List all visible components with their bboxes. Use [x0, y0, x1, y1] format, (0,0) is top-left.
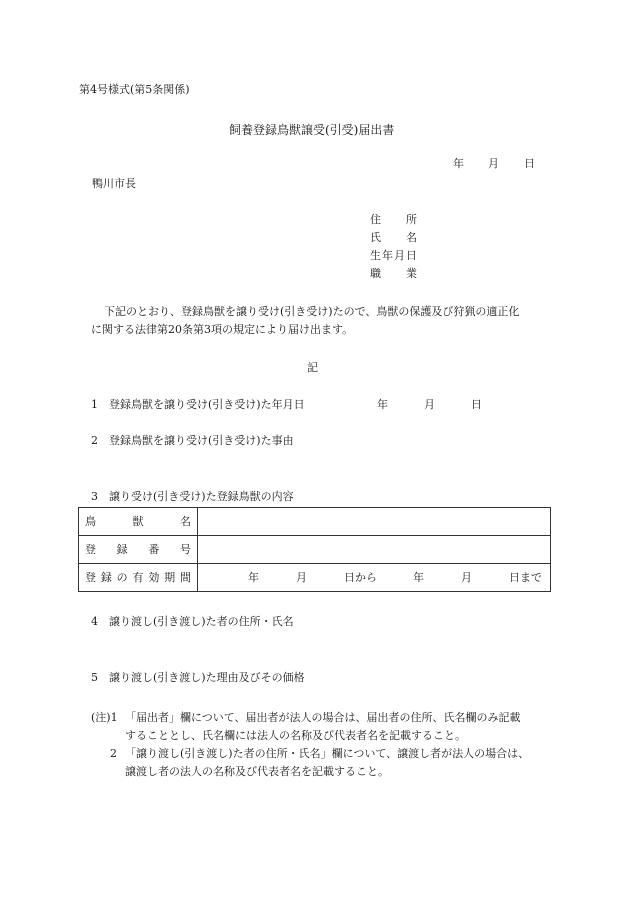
- section-1: [91, 398, 305, 412]
- section-3: [91, 490, 294, 504]
- note-2-line2: 譲渡し者の法人の名称及び代表者名を記載すること。: [125, 765, 389, 778]
- section-3-number: 3: [91, 490, 98, 503]
- registration-number-char: 番: [148, 542, 160, 556]
- registration-number-char: 号: [179, 542, 191, 556]
- note-2-number: 2: [110, 747, 117, 760]
- form-number: 第4号様式(第5条関係): [79, 83, 190, 96]
- section-1-label: 登録鳥獣を譲り受け(引き受け)た年月日: [109, 398, 305, 411]
- registration-number-label: [79, 536, 198, 564]
- section-5: [91, 671, 305, 685]
- section-5-label: 譲り渡し(引き渡し)た理由及びその価格: [109, 671, 305, 684]
- note-2-line1: 「譲り渡し(引き渡し)た者の住所・氏名」欄について、譲渡し者が法人の場合は、: [125, 747, 530, 760]
- validity-period-label: [79, 564, 198, 592]
- note-indent: [91, 763, 125, 781]
- addressee: 鴨川市長: [92, 177, 136, 190]
- period-start-day: 日から: [344, 570, 377, 584]
- table-row: [79, 536, 551, 564]
- beast-name-char: 名: [180, 514, 191, 528]
- note-1-cont: [91, 727, 561, 745]
- section-5-number: 5: [91, 671, 98, 684]
- beast-name-label: [79, 508, 198, 536]
- table-row: [79, 508, 551, 536]
- ki-heading: 記: [307, 361, 318, 374]
- section-1-month: 月: [424, 398, 435, 411]
- body-text-line1: 下記のとおり、登録鳥獣を譲り受け(引き受け)たので、鳥獣の保護及び狩猟の適正化: [104, 305, 520, 318]
- occupation-label-2: 業: [406, 267, 417, 280]
- section-4-number: 4: [91, 615, 98, 628]
- validity-period-value[interactable]: [198, 564, 551, 592]
- form-title: 飼養登録鳥獣譲受(引受)届出書: [229, 123, 395, 137]
- note-1: [91, 709, 561, 727]
- registration-number-char: 登: [85, 542, 96, 556]
- notes: [91, 709, 561, 781]
- section-4-label: 譲り渡し(引き渡し)た者の住所・氏名: [109, 615, 294, 628]
- note-indent: [91, 727, 125, 745]
- address-label-1: 住: [370, 213, 381, 226]
- body-text-line2: に関する法律第20条第3項の規定により届け出ます。: [91, 323, 354, 336]
- section-2-label: 登録鳥獣を譲り受け(引き受け)た事由: [109, 434, 294, 447]
- section-1-year: 年: [377, 398, 388, 411]
- period-end-month: 月: [461, 570, 472, 584]
- section-4: [91, 615, 294, 629]
- section-1-day: 日: [471, 398, 482, 411]
- beast-name-value[interactable]: [198, 508, 551, 536]
- address-label-2: 所: [406, 213, 417, 226]
- beast-details-table: [78, 507, 551, 592]
- validity-period-char: 録: [100, 570, 112, 584]
- table-row: [79, 564, 551, 592]
- date-year: 年: [453, 157, 464, 170]
- period-start-year: 年: [248, 570, 259, 584]
- section-2: [91, 434, 294, 448]
- beast-name-char: 獣: [132, 514, 144, 528]
- note-prefix: (注)1: [91, 711, 118, 724]
- validity-period-char: 有: [132, 570, 144, 584]
- note-2-cont: [91, 763, 561, 781]
- validity-period-char: の: [116, 570, 128, 584]
- period-end-day: 日まで: [509, 570, 542, 584]
- date-month: 月: [488, 157, 499, 170]
- section-1-number: 1: [91, 398, 98, 411]
- name-label-1: 氏: [370, 231, 381, 244]
- validity-period-char: 間: [179, 570, 191, 584]
- registration-number-char: 録: [116, 542, 128, 556]
- section-2-number: 2: [91, 434, 98, 447]
- validity-period-char: 効: [148, 570, 160, 584]
- occupation-label-1: 職: [370, 267, 381, 280]
- name-label-2: 名: [406, 231, 417, 244]
- validity-period-char: 期: [164, 570, 176, 584]
- section-3-label: 譲り受け(引き受け)た登録鳥獣の内容: [109, 490, 294, 503]
- beast-name-char: 鳥: [85, 514, 96, 528]
- validity-period-char: 登: [85, 570, 96, 584]
- note-1-line1: 「届出者」欄について、届出者が法人の場合は、届出者の住所、氏名欄のみ記載: [125, 711, 521, 724]
- period-end-year: 年: [413, 570, 424, 584]
- period-start-month: 月: [296, 570, 307, 584]
- note-1-line2: することとし、氏名欄には法人の名称及び代表者名を記載すること。: [125, 729, 466, 742]
- date-day: 日: [524, 157, 535, 170]
- note-2: [91, 745, 561, 763]
- birthdate-label: 生年月日: [370, 249, 418, 262]
- registration-number-value[interactable]: [198, 536, 551, 564]
